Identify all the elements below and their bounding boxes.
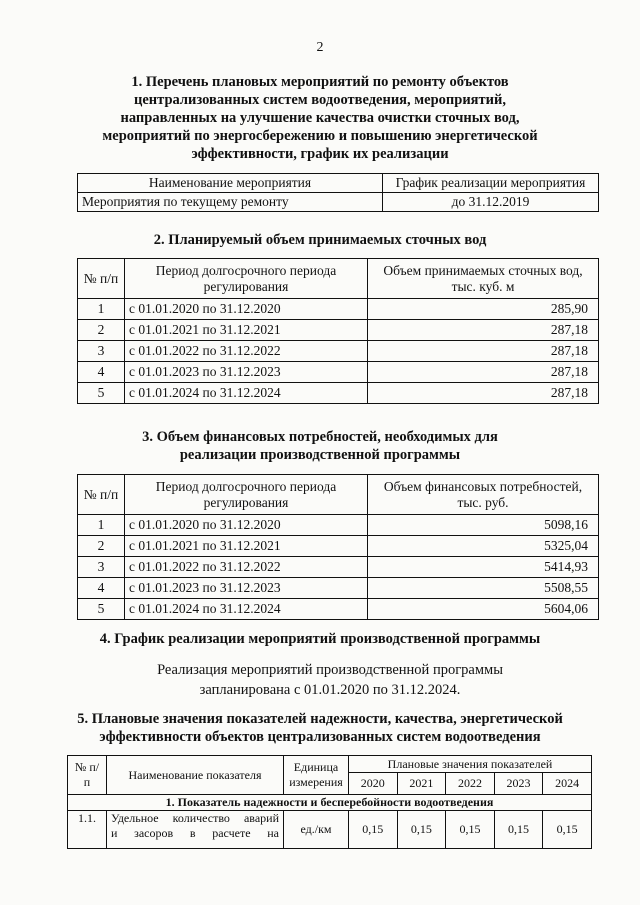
title-line: эффективности, график их реализации xyxy=(191,146,449,162)
table-row xyxy=(78,536,599,557)
table-cell: 4 xyxy=(78,362,125,383)
title-line: централизованных систем водоотведения, мероприятий, xyxy=(134,92,506,108)
table-cell: с 01.01.2024 по 31.12.2024 xyxy=(125,383,368,404)
year-header: 2023 xyxy=(494,773,543,795)
table-row xyxy=(78,578,599,599)
table-row xyxy=(78,599,599,620)
table-cell: 5 xyxy=(78,599,125,620)
table-cell: с 01.01.2024 по 31.12.2024 xyxy=(125,599,368,620)
table-row xyxy=(78,299,599,320)
wastewater-volume-table xyxy=(77,258,599,404)
title-line: направленных на улучшение качества очистки сточных вод, xyxy=(120,110,520,126)
group-row xyxy=(68,795,592,811)
table-cell: ед./км xyxy=(284,811,349,849)
table-cell: с 01.01.2023 по 31.12.2023 xyxy=(125,578,368,599)
table-cell: 5508,55 xyxy=(368,578,599,599)
section-1-title xyxy=(60,73,580,163)
title-line: эффективности объектов централизованных систем водоотведения xyxy=(99,729,541,745)
table-cell: 1 xyxy=(78,299,125,320)
section-5-title xyxy=(40,710,600,746)
table-row xyxy=(78,320,599,341)
table-cell: 0,15 xyxy=(349,811,398,849)
table-row xyxy=(78,362,599,383)
table-cell: Мероприятия по текущему ремонту xyxy=(78,193,383,212)
table-cell: 5325,04 xyxy=(368,536,599,557)
table-cell: 1 xyxy=(78,515,125,536)
group-title: 1. Показатель надежности и бесперебойности водоотведения xyxy=(68,795,592,811)
text-line: и засоров в расчете на xyxy=(111,826,279,840)
title-line: мероприятий по энергосбережению и повышению энергетической xyxy=(102,128,538,144)
section-4-title: 4. График реализации мероприятий производственной программы xyxy=(99,631,541,647)
table-header: Период долгосрочного периода регулирования xyxy=(125,259,368,299)
table-cell: 2 xyxy=(78,536,125,557)
table-header: График реализации мероприятия xyxy=(383,174,599,193)
schedule-text xyxy=(100,660,560,700)
table-cell: 4 xyxy=(78,578,125,599)
financial-needs-table xyxy=(77,474,599,620)
table-cell: с 01.01.2023 по 31.12.2023 xyxy=(125,362,368,383)
indicators-table xyxy=(67,755,592,849)
text-line: Реализация мероприятий производственной программы xyxy=(157,662,503,678)
table-cell: 0,15 xyxy=(397,811,446,849)
table-cell: 0,15 xyxy=(446,811,495,849)
page-number: 2 xyxy=(316,40,324,55)
table-header: № п/п xyxy=(78,475,125,515)
table-cell: 287,18 xyxy=(368,362,599,383)
table-header: Объем принимаемых сточных вод, тыс. куб. м xyxy=(368,259,599,299)
table-row xyxy=(78,341,599,362)
table-cell: до 31.12.2019 xyxy=(383,193,599,212)
table-cell: с 01.01.2021 по 31.12.2021 xyxy=(125,320,368,341)
table-cell: 1.1. xyxy=(68,811,107,849)
table-cell: 2 xyxy=(78,320,125,341)
table-header: № п/п xyxy=(78,259,125,299)
table-header: Наименование показателя xyxy=(107,756,284,795)
table-cell: 3 xyxy=(78,341,125,362)
title-line: 3. Объем финансовых потребностей, необходимых для xyxy=(142,429,498,445)
table-cell: 5 xyxy=(78,383,125,404)
table-cell: с 01.01.2022 по 31.12.2022 xyxy=(125,341,368,362)
table-row xyxy=(78,193,599,212)
table-cell: 287,18 xyxy=(368,320,599,341)
table-row xyxy=(78,383,599,404)
indicator-name xyxy=(107,811,284,849)
table-cell: 3 xyxy=(78,557,125,578)
measures-table xyxy=(77,173,599,212)
table-cell: с 01.01.2020 по 31.12.2020 xyxy=(125,515,368,536)
table-cell: 5414,93 xyxy=(368,557,599,578)
section-3-title xyxy=(60,428,580,464)
year-header: 2021 xyxy=(397,773,446,795)
text-line: Удельное количество аварий xyxy=(111,811,279,825)
table-header: № п/п xyxy=(68,756,107,795)
table-header: Плановые значения показателей xyxy=(349,756,592,773)
year-header: 2022 xyxy=(446,773,495,795)
table-cell: 0,15 xyxy=(543,811,592,849)
table-header: Период долгосрочного периода регулирования xyxy=(125,475,368,515)
table-cell: 5604,06 xyxy=(368,599,599,620)
table-cell: 285,90 xyxy=(368,299,599,320)
table-cell: 287,18 xyxy=(368,341,599,362)
table-header: Наименование мероприятия xyxy=(78,174,383,193)
table-cell: с 01.01.2020 по 31.12.2020 xyxy=(125,299,368,320)
table-cell: с 01.01.2022 по 31.12.2022 xyxy=(125,557,368,578)
table-cell: 287,18 xyxy=(368,383,599,404)
table-cell: 0,15 xyxy=(494,811,543,849)
table-row xyxy=(68,811,592,849)
table-row xyxy=(78,557,599,578)
table-header: Объем финансовых потребностей, тыс. руб. xyxy=(368,475,599,515)
text-line: запланирована с 01.01.2020 по 31.12.2024. xyxy=(199,682,461,698)
year-header: 2024 xyxy=(543,773,592,795)
title-line: 1. Перечень плановых мероприятий по ремонту объектов xyxy=(131,74,509,90)
table-header: Единица измерения xyxy=(284,756,349,795)
title-line: реализации производственной программы xyxy=(179,447,461,463)
section-2-title: 2. Планируемый объем принимаемых сточных вод xyxy=(153,232,487,248)
table-cell: 5098,16 xyxy=(368,515,599,536)
title-line: 5. Плановые значения показателей надежности, качества, энергетической xyxy=(77,711,563,727)
year-header: 2020 xyxy=(349,773,398,795)
table-row xyxy=(78,515,599,536)
table-cell: с 01.01.2021 по 31.12.2021 xyxy=(125,536,368,557)
